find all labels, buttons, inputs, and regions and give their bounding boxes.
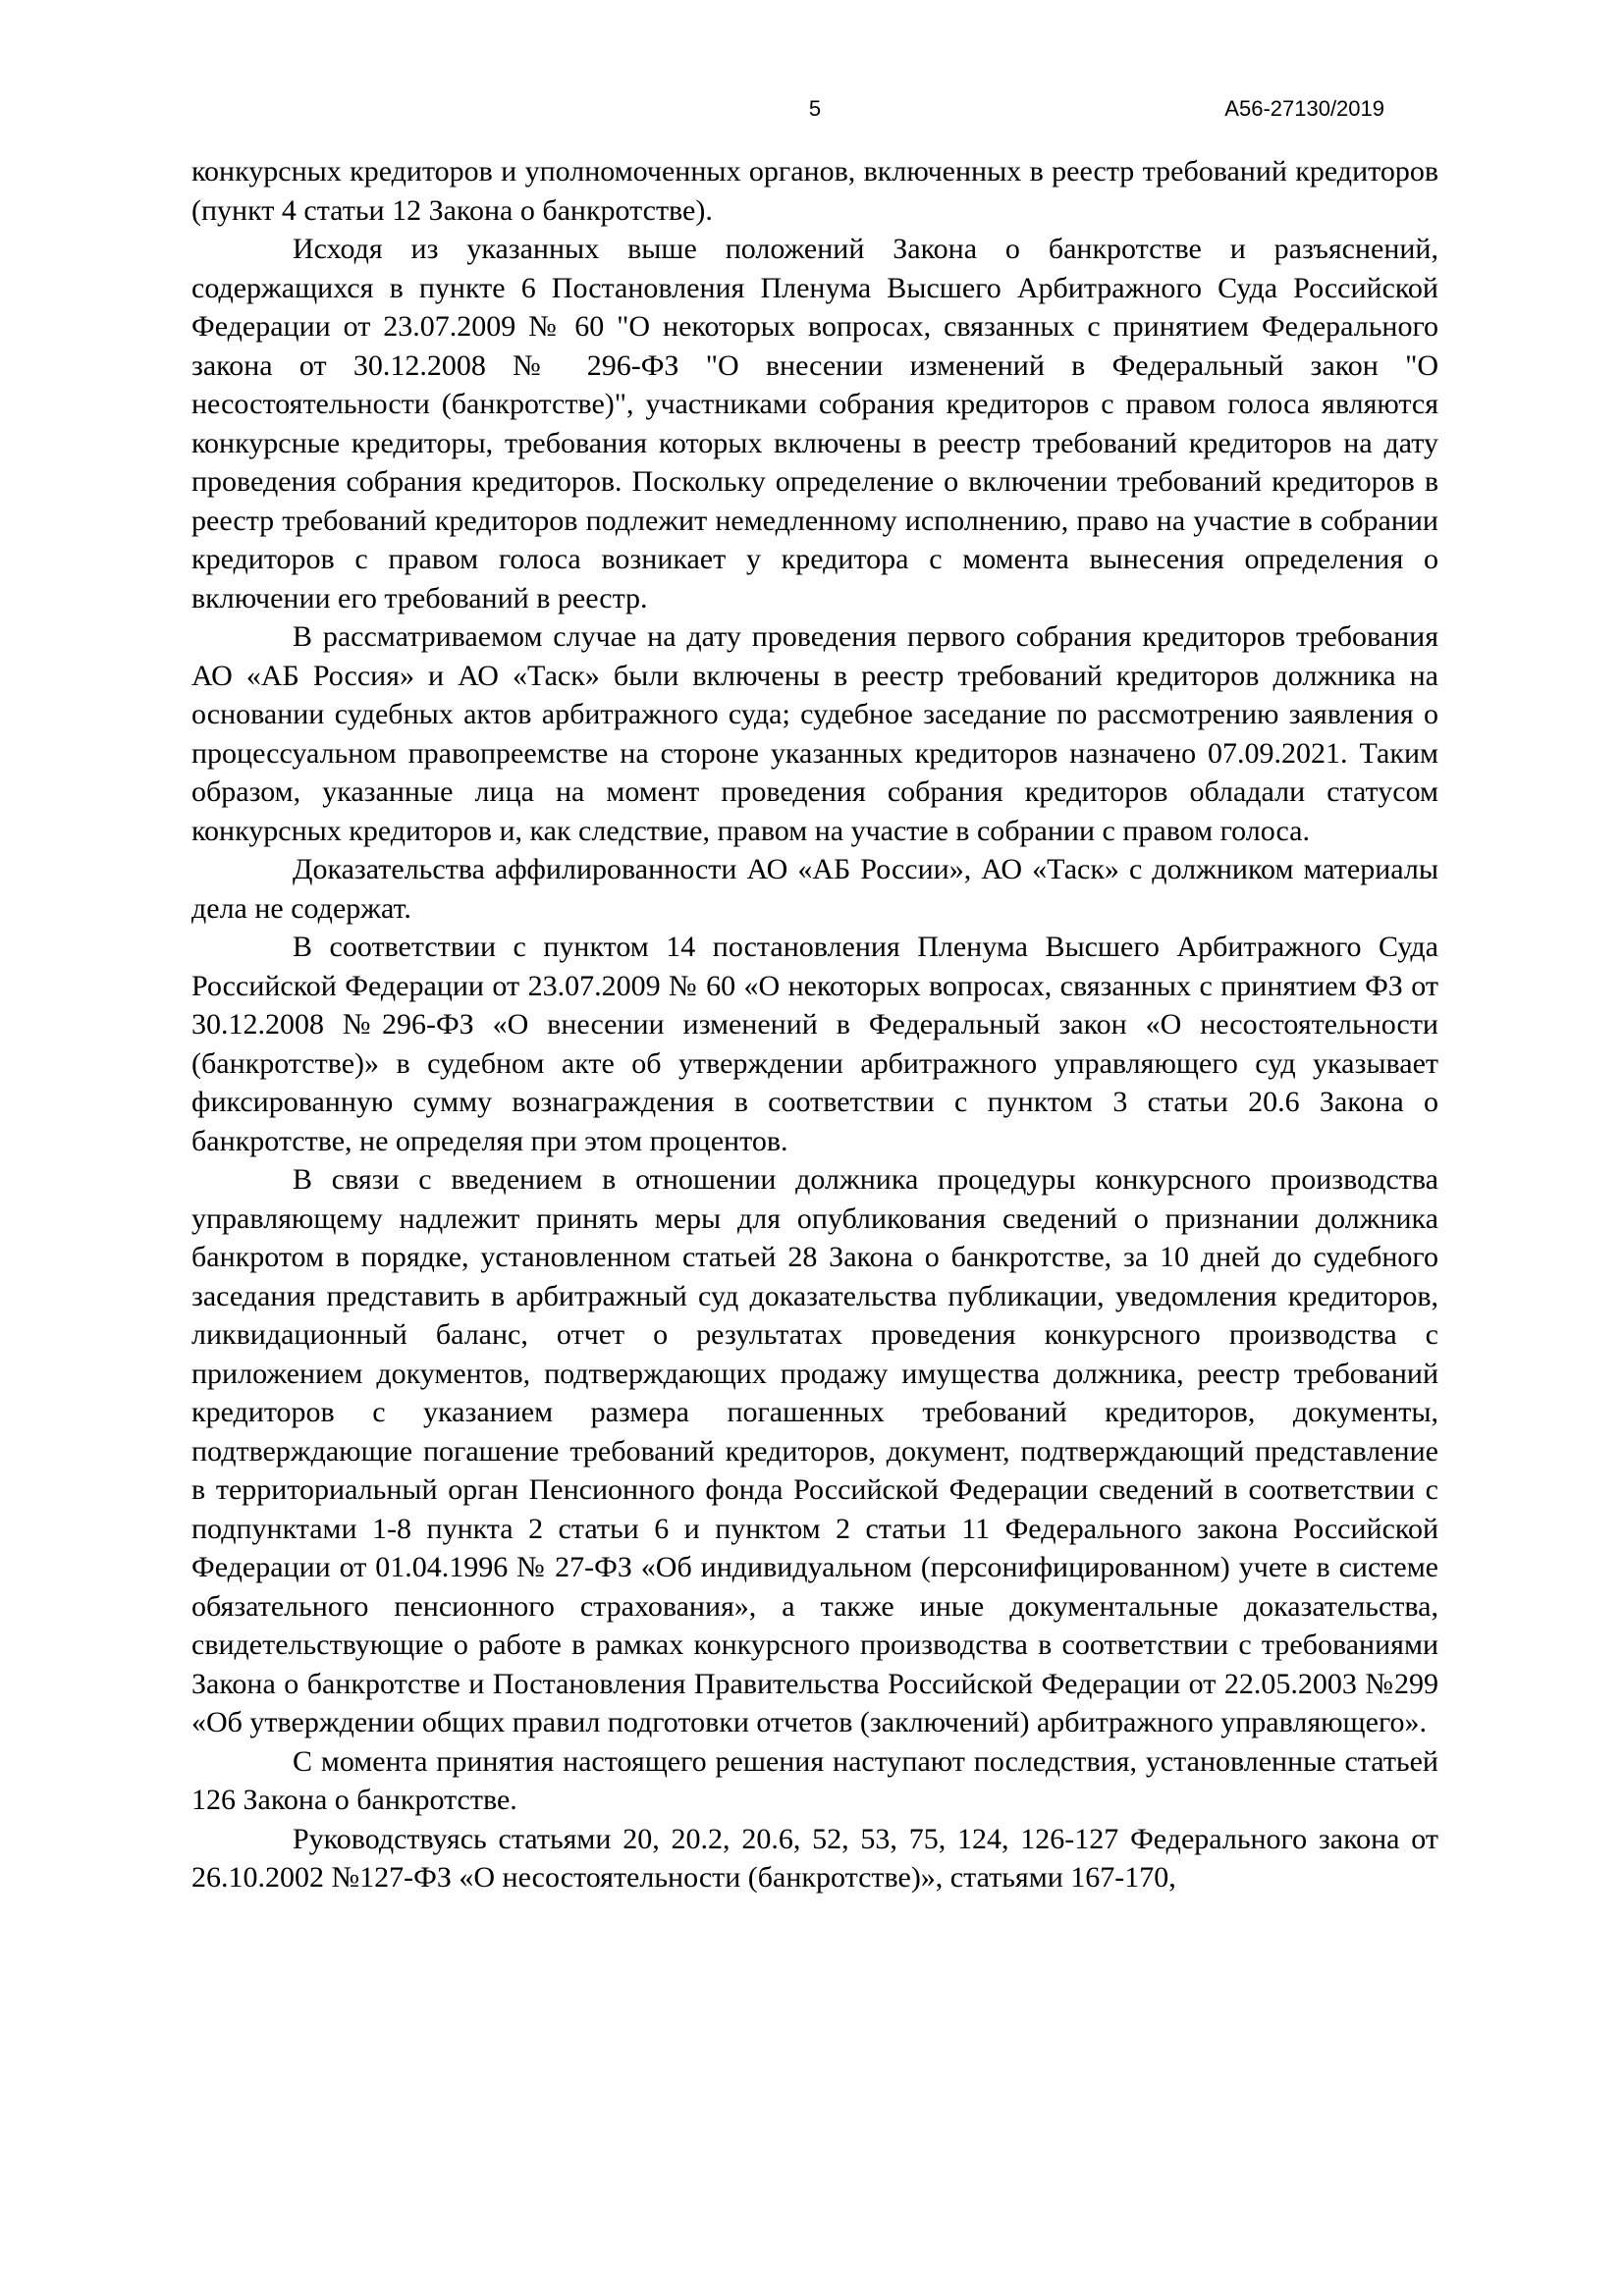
page-number: 5 xyxy=(808,96,822,121)
page-header xyxy=(191,96,1438,126)
paragraph: В рассматриваемом случае на дату проведения первого собрания кредиторов требования АО «АБ Россия» и АО «Таск» были включены в реестр требований кредиторов должника на основании судебных актов арбитражного суда; судебное заседание по рассмотрению заявления о процессуальном правопреемстве на стороне указанных кредиторов назначено 07.09.2021. Таким образом, указанные лица на момент проведения собрания кредиторов обладали статусом конкурсных кредиторов и, как следствие, правом на участие в собрании с правом голоса. xyxy=(191,620,1438,847)
paragraph: Доказательства аффилированности АО «АБ России», АО «Таск» с должником материалы дела не содержат. xyxy=(191,853,1438,925)
case-number: А56-27130/2019 xyxy=(1224,96,1384,121)
paragraph: Руководствуясь статьями 20, 20.2, 20.6, 52, 53, 75, 124, 126-127 Федерального закона от 26.10.2002 №127-ФЗ «О несостоятельности (банкротстве)», статьями 167-170, xyxy=(191,1822,1438,1894)
paragraph: Исходя из указанных выше положений Закона о банкротстве и разъяснений, содержащихся в пункте 6 Постановления Пленума Высшего Арбитражного Суда Российской Федерации от 23.07.2009 № 60 "О некоторых вопросах, связанных с принятием Федерального закона от 30.12.2008 № 296-ФЗ "О внесении изменений в Федеральный закон "О несостоятельности (банкротстве)", участниками собрания кредиторов с правом голоса являются конкурсные кредиторы, требования которых включены в реестр требований кредиторов на дату проведения собрания кредиторов. Поскольку определение о включении требований кредиторов в реестр требований кредиторов подлежит немедленному исполнению, право на участие в собрании кредиторов с правом голоса возникает у кредитора с момента вынесения определения о включении его требований в реестр. xyxy=(191,233,1438,614)
document-body xyxy=(191,152,1438,1897)
paragraph: С момента принятия настоящего решения наступают последствия, установленные статьей 126 Закона о банкротстве. xyxy=(191,1744,1438,1816)
paragraph: В соответствии с пунктом 14 постановления Пленума Высшего Арбитражного Суда Российской Федерации от 23.07.2009 № 60 «О некоторых вопросах, связанных с принятием ФЗ от 30.12.2008 №296-ФЗ «О внесении изменений в Федеральный закон «О несостоятельности (банкротстве)» в судебном акте об утверждении арбитражного управляющего суд указывает фиксированную сумму вознаграждения в соответствии с пунктом 3 статьи 20.6 Закона о банкротстве, не определяя при этом процентов. xyxy=(191,931,1438,1157)
paragraph: конкурсных кредиторов и уполномоченных органов, включенных в реестр требований кредиторов (пункт 4 статьи 12 Закона о банкротстве). xyxy=(191,155,1438,227)
paragraph: В связи с введением в отношении должника процедуры конкурсного производства управляющему надлежит принять меры для опубликования сведений о признании должника банкротом в порядке, установленном статьей 28 Закона о банкротстве, за 10 дней до судебного заседания представить в арбитражный суд доказательства публикации, уведомления кредиторов, ликвидационный баланс, отчет о результатах проведения конкурсного производства с приложением документов, подтверждающих продажу имущества должника, реестр требований кредиторов с указанием размера погашенных требований кредиторов, документы, подтверждающие погашение требований кредиторов, документ, подтверждающий представление в территориальный орган Пенсионного фонда Российской Федерации сведений в соответствии с подпунктами 1-8 пункта 2 статьи 6 и пунктом 2 статьи 11 Федерального закона Российской Федерации от 01.04.1996 № 27-ФЗ «Об индивидуальном (персонифицированном) учете в системе обязательного пенсионного страхования», а также иные документальные доказательства, свидетельствующие о работе в рамках конкурсного производства в соответствии с требованиями Закона о банкротстве и Постановления Правительства Российской Федерации от 22.05.2003 №299 «Об утверждении общих правил подготовки отчетов (заключений) арбитражного управляющего». xyxy=(191,1163,1438,1738)
